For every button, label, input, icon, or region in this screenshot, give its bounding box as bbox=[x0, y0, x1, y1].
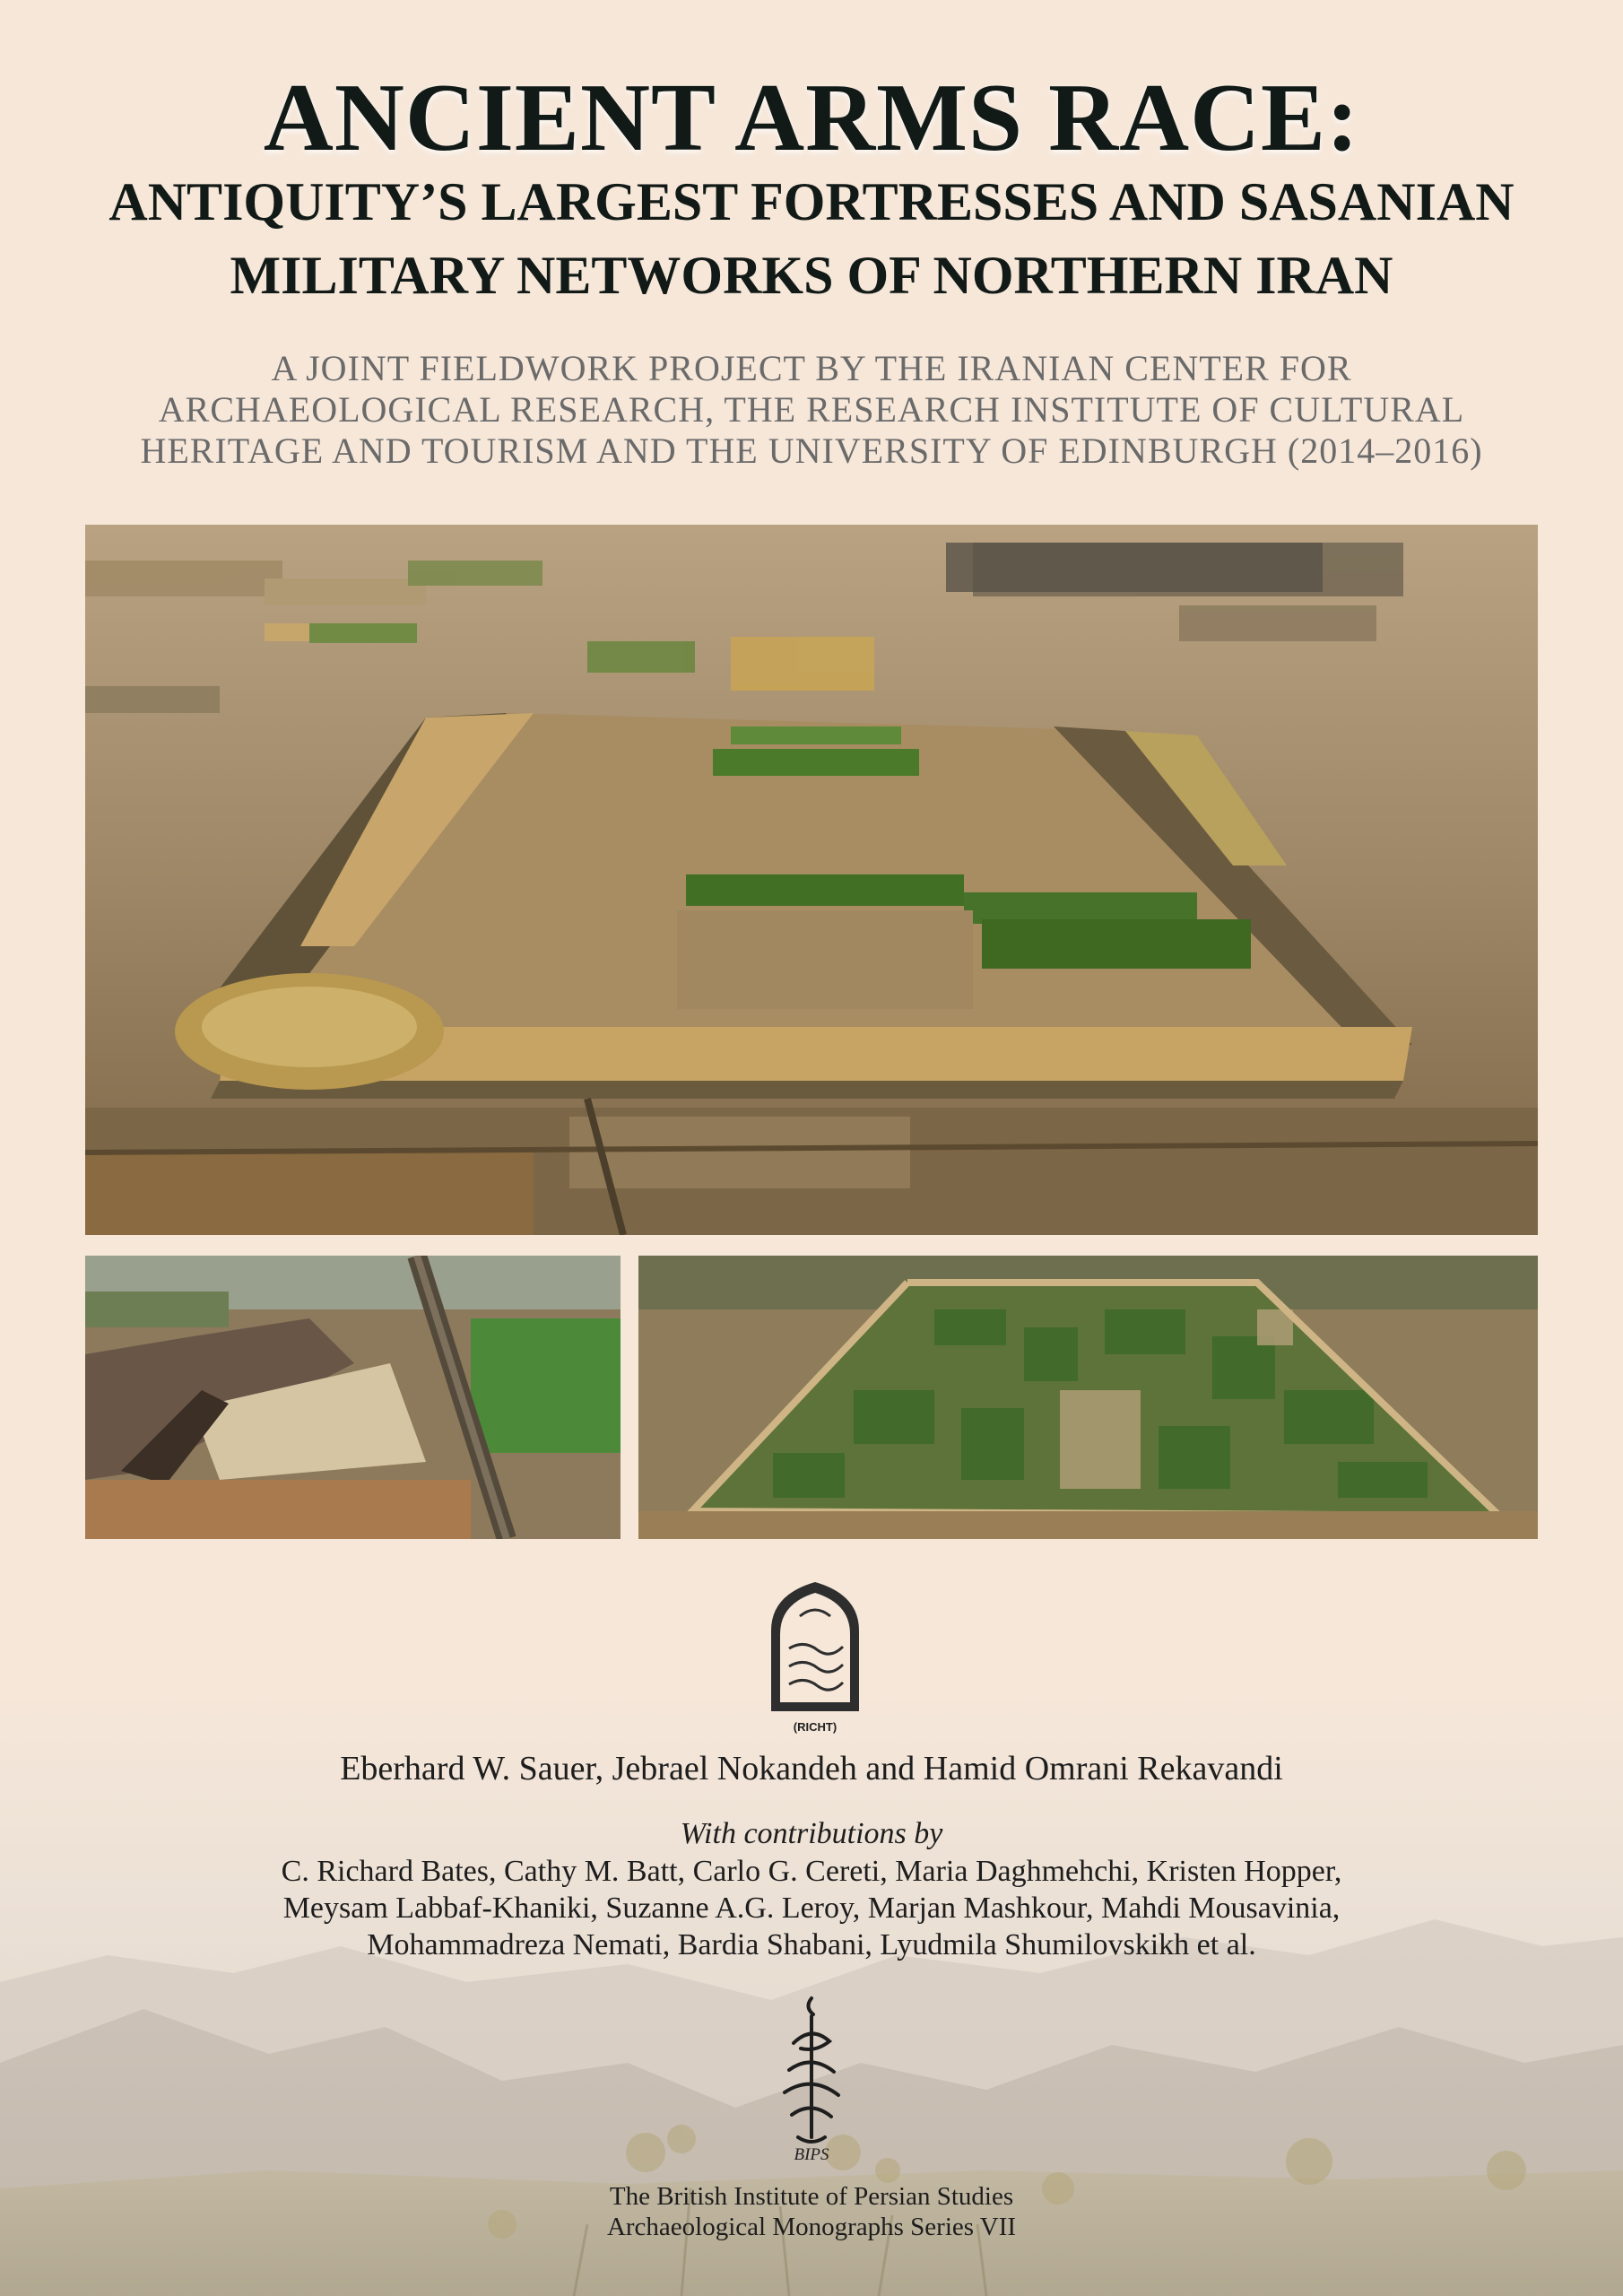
series-name: Archaeological Monographs Series VII bbox=[606, 2213, 1017, 2241]
contributors-list bbox=[0, 1853, 1623, 1963]
project-line-2: ARCHAEOLOGICAL RESEARCH, THE RESEARCH INSTITUTE OF CULTURAL bbox=[158, 389, 1465, 430]
publisher bbox=[0, 2181, 1623, 2242]
book-title: ANCIENT ARMS RACE: bbox=[263, 65, 1360, 171]
authors: Eberhard W. Sauer, Jebrael Nokandeh and Hamid Omrani Rekavandi bbox=[340, 1750, 1283, 1787]
subtitle-line-1: ANTIQUITY’S LARGEST FORTRESSES AND SASANIAN bbox=[108, 172, 1515, 231]
bips-label: BIPS bbox=[794, 2145, 829, 2164]
book-subtitle bbox=[0, 165, 1623, 312]
project-line-3: HERITAGE AND TOURISM AND THE UNIVERSITY OF EDINBURGH (2014–2016) bbox=[140, 430, 1483, 471]
subtitle-line-2: MILITARY NETWORKS OF NORTHERN IRAN bbox=[230, 246, 1393, 305]
richt-emblem-logo bbox=[764, 1577, 866, 1738]
contributions-heading: With contributions by bbox=[680, 1817, 943, 1850]
publisher-name: The British Institute of Persian Studies bbox=[609, 2182, 1014, 2211]
contributors-line-3: Mohammadreza Nemati, Bardia Shabani, Lyudmila Shumilovskikh et al. bbox=[367, 1928, 1256, 1961]
bips-calligraphy-logo bbox=[767, 1989, 856, 2160]
richt-caption: (RICHT) bbox=[793, 1720, 838, 1734]
aerial-photo-main-fortress bbox=[85, 525, 1538, 1235]
aerial-photo-large-enclosure bbox=[638, 1256, 1538, 1539]
contributors-line-2: Meysam Labbaf-Khaniki, Suzanne A.G. Leroy, Marjan Mashkour, Mahdi Mousavinia, bbox=[282, 1892, 1341, 1925]
project-description bbox=[0, 348, 1623, 472]
project-line-1: A JOINT FIELDWORK PROJECT BY THE IRANIAN CENTER FOR bbox=[271, 348, 1352, 388]
contributors-line-1: C. Richard Bates, Cathy M. Batt, Carlo G. Cereti, Maria Daghmehchi, Kristen Hopper, bbox=[281, 1855, 1342, 1888]
aerial-photo-square-fort bbox=[85, 1256, 621, 1539]
